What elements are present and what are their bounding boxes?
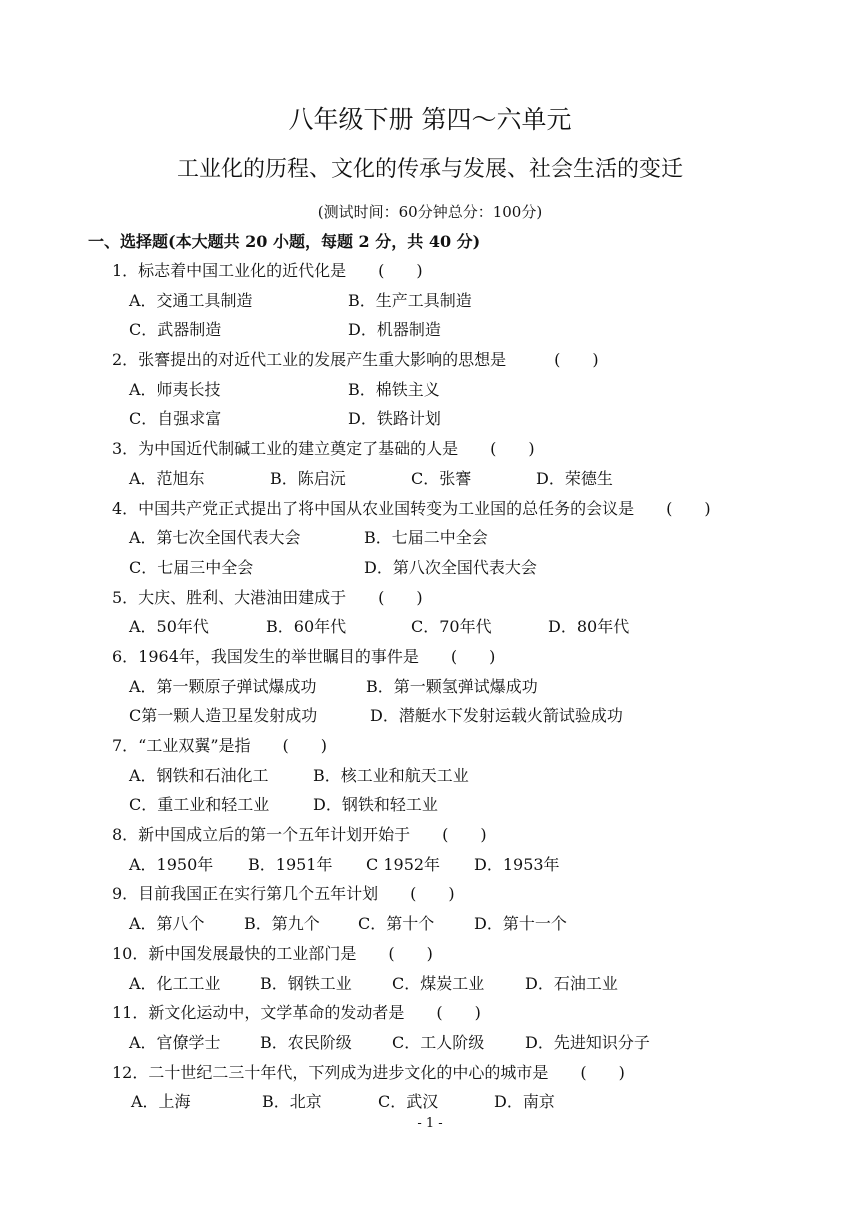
option-b: B．核工业和航天工业 [313, 765, 469, 785]
option-c: C．武器制造 [129, 320, 222, 340]
question-stem: 3．为中国近代制碱工业的建立奠定了基础的人是 ( ) [112, 439, 535, 459]
option-b: B．60年代 [266, 617, 347, 637]
question-4 [0, 494, 860, 583]
option-d: D．第八次全国代表大会 [364, 557, 537, 577]
options-row [0, 523, 860, 553]
options-row [0, 850, 860, 880]
option-c: C．70年代 [411, 617, 492, 637]
option-b: B．钢铁工业 [260, 973, 352, 993]
question-stem: 8．新中国成立后的第一个五年计划开始于 ( ) [112, 825, 487, 845]
options-row [0, 672, 860, 702]
question-list [0, 256, 860, 1117]
option-a: A．交通工具制造 [129, 290, 253, 310]
options-row [0, 761, 860, 791]
page-subtitle: 工业化的历程、文化的传承与发展、社会生活的变迁 [176, 157, 683, 182]
option-a: A．钢铁和石油化工 [129, 765, 269, 785]
option-c: C．工人阶级 [392, 1032, 485, 1052]
option-b: B．北京 [262, 1092, 322, 1112]
page-number: - 1 - [417, 1116, 443, 1131]
option-c: C．重工业和轻工业 [129, 795, 270, 815]
option-a: A．上海 [131, 1092, 191, 1112]
question-9 [0, 879, 860, 938]
options-row [0, 969, 860, 999]
option-c: C第一颗人造卫星发射成功 [129, 706, 318, 726]
option-d: D．1953年 [474, 854, 560, 874]
option-c: C 1952年 [366, 854, 441, 874]
option-d: D．先进知识分子 [525, 1032, 650, 1052]
question-12 [0, 1058, 860, 1117]
option-a: A．范旭东 [129, 468, 205, 488]
option-b: B．棉铁主义 [348, 379, 440, 399]
options-row [0, 1087, 860, 1117]
option-a: A．1950年 [129, 854, 214, 874]
option-d: D．荣德生 [536, 468, 613, 488]
option-b: B．第一颗氢弹试爆成功 [366, 676, 538, 696]
options-row [0, 701, 860, 731]
test-info: (测试时间：60分钟总分：100分) [317, 203, 543, 221]
question-stem: 12．二十世纪二三十年代，下列成为进步文化的中心的城市是 ( ) [112, 1062, 625, 1082]
option-d: D．钢铁和轻工业 [313, 795, 438, 815]
option-c: C．七届三中全会 [129, 557, 254, 577]
option-a: A．化工工业 [129, 973, 221, 993]
question-stem: 4．中国共产党正式提出了将中国从农业国转变为工业国的总任务的会议是 ( ) [112, 498, 711, 518]
options-row [0, 909, 860, 939]
question-stem: 7．“工业双翼”是指 ( ) [112, 736, 328, 755]
option-b: B．第九个 [244, 914, 320, 934]
options-row [0, 375, 860, 405]
option-c: C．武汉 [378, 1092, 439, 1112]
options-row [0, 464, 860, 494]
option-d: D．石油工业 [525, 973, 618, 993]
option-b: B．农民阶级 [260, 1032, 352, 1052]
options-row [0, 315, 860, 345]
section-heading: 一、选择题(本大题共 20 小题，每题 2 分，共 40 分) [88, 232, 481, 251]
question-10 [0, 939, 860, 998]
question-11 [0, 998, 860, 1057]
option-b: B．陈启沅 [270, 468, 346, 488]
question-stem: 9．目前我国正在实行第几个五年计划 ( ) [112, 884, 455, 904]
question-stem: 1．标志着中国工业化的近代化是 ( ) [112, 261, 423, 280]
option-d: D．80年代 [548, 617, 630, 637]
option-a: A．第八个 [129, 914, 205, 934]
option-d: D．铁路计划 [348, 409, 441, 429]
options-row [0, 286, 860, 316]
option-c: C．第十个 [358, 914, 435, 934]
question-5 [0, 583, 860, 642]
option-c: C．煤炭工业 [392, 973, 485, 993]
options-row [0, 1028, 860, 1058]
question-8 [0, 820, 860, 879]
question-stem: 11．新文化运动中，文学革命的发动者是 ( ) [112, 1003, 481, 1023]
options-row [0, 553, 860, 583]
option-a: A．50年代 [129, 617, 209, 637]
question-stem: 5．大庆、胜利、大港油田建成于 ( ) [112, 587, 423, 607]
option-b: B．1951年 [248, 854, 333, 874]
option-a: A．第七次全国代表大会 [129, 528, 301, 548]
option-d: D．第十一个 [474, 914, 567, 934]
options-row [0, 612, 860, 642]
option-b: B．生产工具制造 [348, 290, 472, 310]
question-3 [0, 434, 860, 493]
option-d: D．南京 [494, 1092, 555, 1112]
option-a: A．师夷长技 [129, 379, 221, 399]
page-title: 八年级下册 第四～六单元 [288, 105, 572, 134]
options-row [0, 404, 860, 434]
question-1 [0, 256, 860, 345]
option-c: C．张謇 [411, 468, 472, 488]
question-2 [0, 345, 860, 434]
question-stem: 10．新中国发展最快的工业部门是 ( ) [112, 943, 433, 963]
question-stem: 6．1964年，我国发生的举世瞩目的事件是 ( ) [112, 646, 496, 666]
option-c: C．自强求富 [129, 409, 222, 429]
question-6 [0, 642, 860, 731]
question-7 [0, 731, 860, 820]
option-a: A．第一颗原子弹试爆成功 [129, 676, 317, 696]
option-a: A．官僚学士 [129, 1032, 221, 1052]
option-d: D．潜艇水下发射运载火箭试验成功 [370, 706, 623, 726]
options-row [0, 790, 860, 820]
option-b: B．七届二中全会 [364, 528, 488, 548]
option-d: D．机器制造 [348, 320, 441, 340]
question-stem: 2．张謇提出的对近代工业的发展产生重大影响的思想是 ( ) [112, 350, 599, 370]
